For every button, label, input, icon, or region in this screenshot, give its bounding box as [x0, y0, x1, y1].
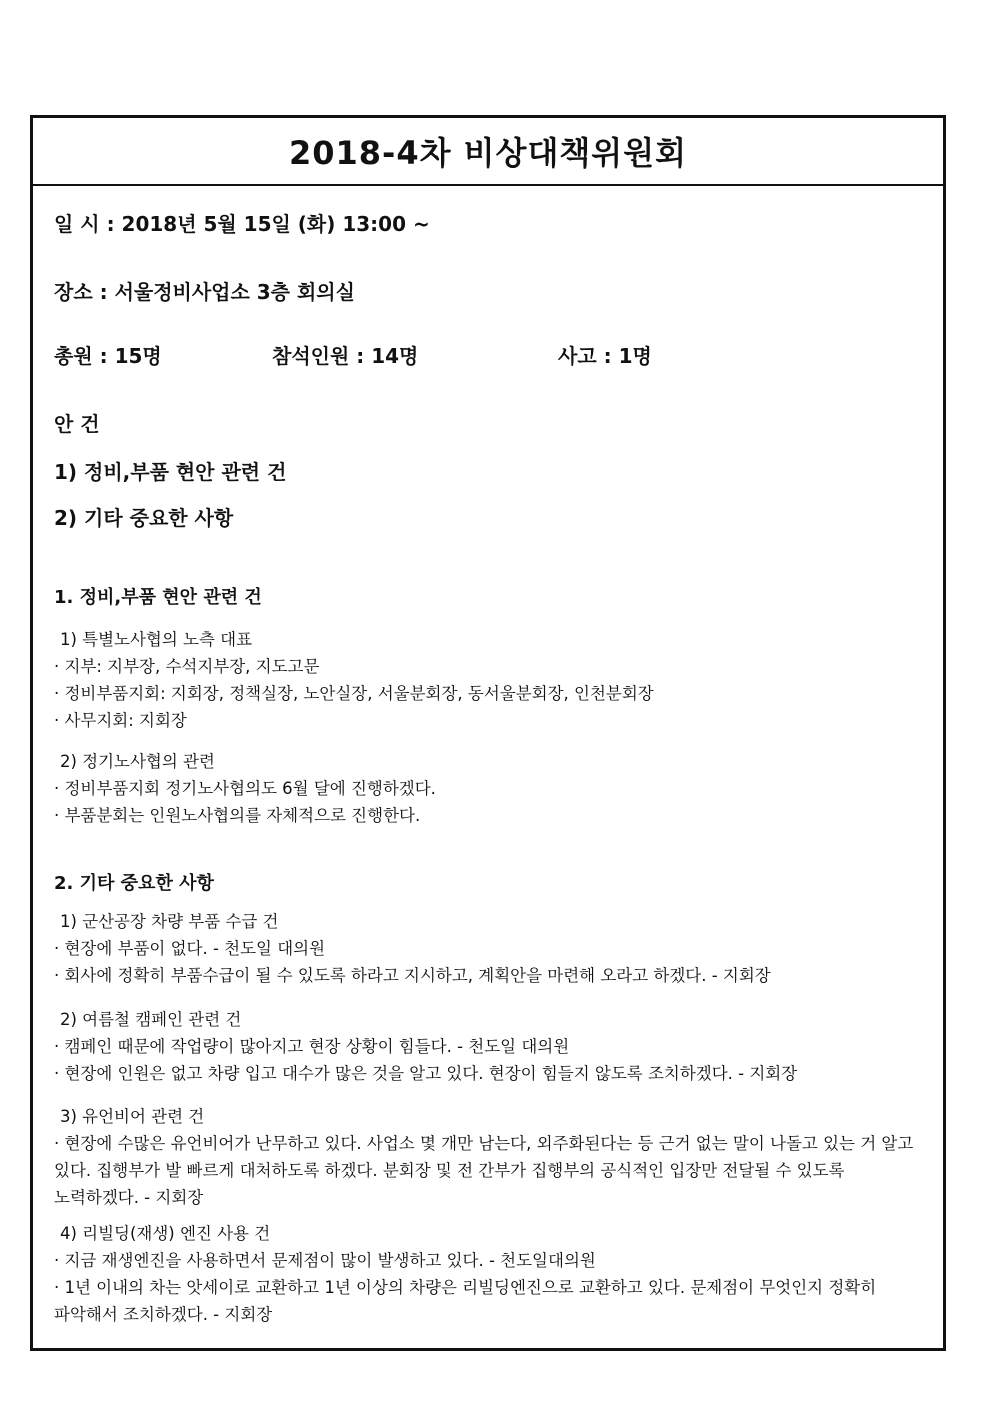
meeting-total: 총원 : 15명 — [54, 344, 162, 368]
meeting-attendees: 참석인원 : 14명 — [272, 344, 419, 368]
subsection-title: 4) 리빌딩(재생) 엔진 사용 건 — [60, 1224, 271, 1243]
agenda-item: 1) 정비,부품 현안 관련 건 — [54, 460, 287, 484]
list-item: · 현장에 부품이 없다. - 천도일 대의원 — [54, 939, 326, 958]
list-item: · 부품분회는 인원노사협의를 자체적으로 진행한다. — [54, 806, 421, 825]
paragraph: · 1년 이내의 차는 앗세이로 교환하고 1년 이상의 차량은 리빌딩엔진으로 교환하고 있다. 문제점이 무엇인지 정확히 파악해서 조치하겠다. - 지회장 — [54, 1278, 877, 1324]
subsection-title: 1) 군산공장 차량 부품 수급 건 — [60, 912, 279, 931]
list-item: · 캠페인 때문에 작업량이 많아지고 현장 상황이 힘들다. - 천도일 대의원 — [54, 1037, 570, 1056]
meeting-place: 장소 : 서울정비사업소 3층 회의실 — [54, 280, 355, 304]
list-item: · 정비부품지회: 지회장, 정책실장, 노안실장, 서울분회장, 동서울분회장, 인천분회장 — [54, 684, 654, 703]
list-item: · 현장에 인원은 없고 차량 입고 대수가 많은 것을 알고 있다. 현장이 힘들지 않도록 조치하겠다. - 지회장 — [54, 1064, 798, 1083]
subsection-title: 1) 특별노사협의 노측 대표 — [60, 630, 253, 649]
list-item: · 지금 재생엔진을 사용하면서 문제점이 많이 발생하고 있다. - 천도일대의원 — [54, 1251, 596, 1270]
paragraph: · 현장에 수많은 유언비어가 난무하고 있다. 사업소 몇 개만 남는다, 외주화된다는 등 근거 없는 말이 나돌고 있는 거 알고 있다. 집행부가 발 빠르게 대처하도록 하겠다. 분회장 및 전 간부가 집행부의 공식적인 입장만 전달될 수 있도록 노력하겠다. - 지회장 — [54, 1134, 914, 1207]
title-bar — [33, 118, 943, 186]
agenda-item: 2) 기타 중요한 사항 — [54, 506, 234, 530]
list-item: · 사무지회: 지회장 — [54, 711, 187, 730]
meeting-datetime: 일 시 : 2018년 5월 15일 (화) 13:00 ~ — [54, 212, 430, 236]
section-heading: 1. 정비,부품 현안 관련 건 — [54, 587, 262, 608]
document-title: 2018-4차 비상대책위원회 — [288, 134, 688, 172]
subsection-title: 2) 정기노사협의 관련 — [60, 752, 215, 771]
meeting-absent: 사고 : 1명 — [558, 344, 652, 368]
list-item: · 지부: 지부장, 수석지부장, 지도고문 — [54, 657, 320, 676]
section-heading: 2. 기타 중요한 사항 — [54, 873, 214, 894]
list-item: · 회사에 정확히 부품수급이 될 수 있도록 하라고 지시하고, 계획안을 마련해 오라고 하겠다. - 지회장 — [54, 966, 771, 985]
agenda-heading: 안 건 — [54, 412, 100, 436]
subsection-title: 3) 유언비어 관련 건 — [60, 1107, 205, 1126]
list-item: · 정비부품지회 정기노사협의도 6월 달에 진행하겠다. — [54, 779, 436, 798]
subsection-title: 2) 여름철 캠페인 관련 건 — [60, 1010, 242, 1029]
